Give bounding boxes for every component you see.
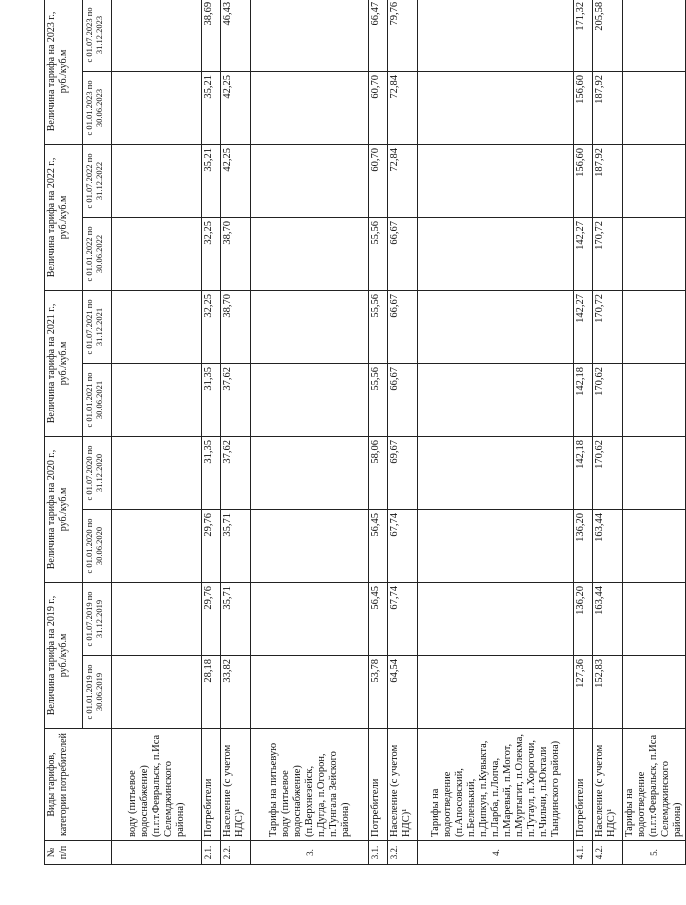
tariff-value: 35,21	[202, 144, 221, 217]
tariff-value	[623, 509, 686, 582]
tariff-value: 156,60	[574, 71, 593, 144]
col-subheader-period: с 01.07.2020 по 31.12.2020	[83, 436, 112, 509]
tariff-value: 46,43	[221, 0, 251, 71]
tariff-value: 170,62	[593, 436, 623, 509]
tariff-value	[112, 656, 202, 729]
row-number: 3.1.	[369, 841, 388, 865]
tariff-value	[112, 582, 202, 655]
tariff-value: 29,76	[202, 582, 221, 655]
tariff-value	[418, 436, 574, 509]
tariff-value: 38,70	[221, 290, 251, 363]
row-number: 4.	[418, 841, 574, 865]
tariff-value	[251, 217, 369, 290]
tariff-value: 28,18	[202, 656, 221, 729]
tariff-value: 53,78	[369, 656, 388, 729]
tariff-value: 55,56	[369, 290, 388, 363]
tariff-value: 42,25	[221, 144, 251, 217]
tariff-value: 187,92	[593, 71, 623, 144]
tariff-value: 56,45	[369, 509, 388, 582]
tariff-value: 136,20	[574, 509, 593, 582]
tariff-value: 35,71	[221, 582, 251, 655]
table-row	[202, 0, 221, 865]
col-header-no: № п/п	[45, 841, 112, 865]
col-header-year: Величина тарифа на 2023 г., руб./куб.м	[45, 0, 83, 144]
tariff-value: 136,20	[574, 582, 593, 655]
tariff-value	[418, 582, 574, 655]
tariff-value: 72,84	[388, 71, 418, 144]
tariff-value	[112, 363, 202, 436]
tariff-value: 187,92	[593, 144, 623, 217]
tariff-value: 67,74	[388, 509, 418, 582]
tariff-value	[418, 144, 574, 217]
tariff-value: 156,60	[574, 144, 593, 217]
row-number: 5.	[623, 841, 686, 865]
tariff-value: 55,56	[369, 217, 388, 290]
tariff-value	[623, 582, 686, 655]
tariff-value: 35,71	[221, 509, 251, 582]
tariff-value: 142,27	[574, 217, 593, 290]
tariff-value	[623, 217, 686, 290]
tariff-value: 163,44	[593, 582, 623, 655]
tariff-value	[251, 363, 369, 436]
tariff-value: 69,67	[388, 436, 418, 509]
row-name: Тарифы на водоотведение (п.г.т.Февральск, п.Иса Селемджинского района)	[623, 729, 686, 841]
tariff-value: 170,72	[593, 290, 623, 363]
table-row	[418, 0, 574, 865]
col-header-year: Величина тарифа на 2020 г., руб./куб.м	[45, 436, 83, 582]
row-name: Население (с учетом НДС)¹	[221, 729, 251, 841]
tariff-value	[112, 217, 202, 290]
tariff-value: 127,36	[574, 656, 593, 729]
tariff-value: 163,44	[593, 509, 623, 582]
col-header-year: Величина тарифа на 2021 г., руб./куб.м	[45, 290, 83, 436]
tariff-value: 38,69	[202, 0, 221, 71]
row-name: Тарифы на питьевую воду (питьевое водоснабжение) (п.Верхнезейск, п.Дугда, п.Огорон, п.Тунгала Зейского района)	[251, 729, 369, 841]
col-subheader-period: с 01.07.2021 по 31.12.2021	[83, 290, 112, 363]
tariff-value: 32,25	[202, 290, 221, 363]
tariff-value: 205,58	[593, 0, 623, 71]
tariff-value: 170,72	[593, 217, 623, 290]
tariff-value	[418, 0, 574, 71]
tariff-value	[418, 509, 574, 582]
tariff-value	[623, 363, 686, 436]
tariff-value: 60,70	[369, 144, 388, 217]
col-header-name: Виды тарифов, категории потребителей	[45, 729, 112, 841]
tariff-value	[251, 582, 369, 655]
tariff-value: 72,84	[388, 144, 418, 217]
tariff-value	[251, 71, 369, 144]
row-number: 2.1.	[202, 841, 221, 865]
tariff-value	[623, 656, 686, 729]
table-row	[369, 0, 388, 865]
col-subheader-period: с 01.01.2022 по 30.06.2022	[83, 217, 112, 290]
tariff-value	[251, 656, 369, 729]
tariff-value	[623, 71, 686, 144]
table-row	[112, 0, 202, 865]
tariff-value: 31,35	[202, 363, 221, 436]
tariff-value: 38,70	[221, 217, 251, 290]
row-number: 3.2.	[388, 841, 418, 865]
tariff-value	[251, 290, 369, 363]
tariff-value	[418, 290, 574, 363]
tariff-value: 66,47	[369, 0, 388, 71]
table-row	[623, 0, 686, 865]
tariff-value	[251, 0, 369, 71]
tariff-value	[418, 217, 574, 290]
row-number: 3.	[251, 841, 369, 865]
tariff-value	[623, 436, 686, 509]
tariff-value	[251, 144, 369, 217]
tariff-value: 170,62	[593, 363, 623, 436]
tariff-value	[112, 436, 202, 509]
tariff-value: 58,06	[369, 436, 388, 509]
tariff-value	[623, 144, 686, 217]
tariff-value: 37,62	[221, 363, 251, 436]
tariff-value: 37,62	[221, 436, 251, 509]
tariff-value: 56,45	[369, 582, 388, 655]
table-row	[388, 0, 418, 865]
tariff-value: 29,76	[202, 509, 221, 582]
row-name: Потребители	[369, 729, 388, 841]
table-row	[221, 0, 251, 865]
tariff-value	[251, 436, 369, 509]
rotated-page	[44, 0, 683, 865]
row-name: воду (питьевое водоснабжение) (п.г.т.Февральск, п.Иса Селемджинского района)	[112, 729, 202, 841]
row-number: 4.2.	[593, 841, 623, 865]
col-subheader-period: с 01.07.2019 по 31.12.2019	[83, 582, 112, 655]
row-number: 4.1.	[574, 841, 593, 865]
col-subheader-period: с 01.07.2022 по 31.12.2022	[83, 144, 112, 217]
tariff-value: 64,54	[388, 656, 418, 729]
row-number	[112, 841, 202, 865]
tariff-value: 31,35	[202, 436, 221, 509]
tariff-value: 152,83	[593, 656, 623, 729]
col-subheader-period: с 01.01.2020 по 30.06.2020	[83, 509, 112, 582]
tariff-value: 171,32	[574, 0, 593, 71]
col-header-year: Величина тарифа на 2022 г., руб./куб.м	[45, 144, 83, 290]
tariff-value: 67,74	[388, 582, 418, 655]
col-subheader-period: с 01.01.2023 по 30.06.2023	[83, 71, 112, 144]
tariff-value	[623, 0, 686, 71]
table-row	[251, 0, 369, 865]
tariff-value: 35,21	[202, 71, 221, 144]
row-number: 2.2.	[221, 841, 251, 865]
row-name: Население (с учетом НДС)¹	[593, 729, 623, 841]
tariff-value	[112, 509, 202, 582]
tariff-value: 66,67	[388, 363, 418, 436]
tariff-value: 42,25	[221, 71, 251, 144]
col-header-year: Величина тарифа на 2019 г., руб./куб.м	[45, 582, 83, 728]
table-row	[593, 0, 623, 865]
tariff-value	[112, 290, 202, 363]
tariff-value	[418, 363, 574, 436]
tariff-value: 32,25	[202, 217, 221, 290]
tariff-value: 33,82	[221, 656, 251, 729]
tariff-value: 66,67	[388, 290, 418, 363]
tariff-value	[112, 0, 202, 71]
tariff-value: 142,18	[574, 363, 593, 436]
tariff-table	[44, 0, 686, 865]
col-subheader-period: с 01.01.2019 по 30.06.2019	[83, 656, 112, 729]
col-subheader-period: с 01.01.2021 по 30.06.2021	[83, 363, 112, 436]
tariff-value: 55,56	[369, 363, 388, 436]
tariff-value	[418, 71, 574, 144]
row-name: Потребители	[202, 729, 221, 841]
tariff-value	[112, 71, 202, 144]
tariff-value	[251, 509, 369, 582]
row-name: Тарифы на водоотведение (п.Апосовский, п.Беленький, п.Дипкун, п.Кувыкта, п.Ларба, п.Лопча, п.Маревый, п.Могот, п.Муртыгит, п.Олекма, п.Тутаул, п.Хорогочи, п.Чильчи, п.Юктали Тындинского района)	[418, 729, 574, 841]
table-row	[574, 0, 593, 865]
tariff-value	[623, 290, 686, 363]
tariff-value	[112, 144, 202, 217]
tariff-value: 79,76	[388, 0, 418, 71]
table-body	[112, 0, 686, 865]
tariff-value: 142,18	[574, 436, 593, 509]
tariff-value: 142,27	[574, 290, 593, 363]
row-name: Население (с учетом НДС)¹	[388, 729, 418, 841]
col-subheader-period: с 01.07.2023 по 31.12.2023	[83, 0, 112, 71]
tariff-value	[418, 656, 574, 729]
tariff-value: 66,67	[388, 217, 418, 290]
row-name: Потребители	[574, 729, 593, 841]
tariff-value: 60,70	[369, 71, 388, 144]
